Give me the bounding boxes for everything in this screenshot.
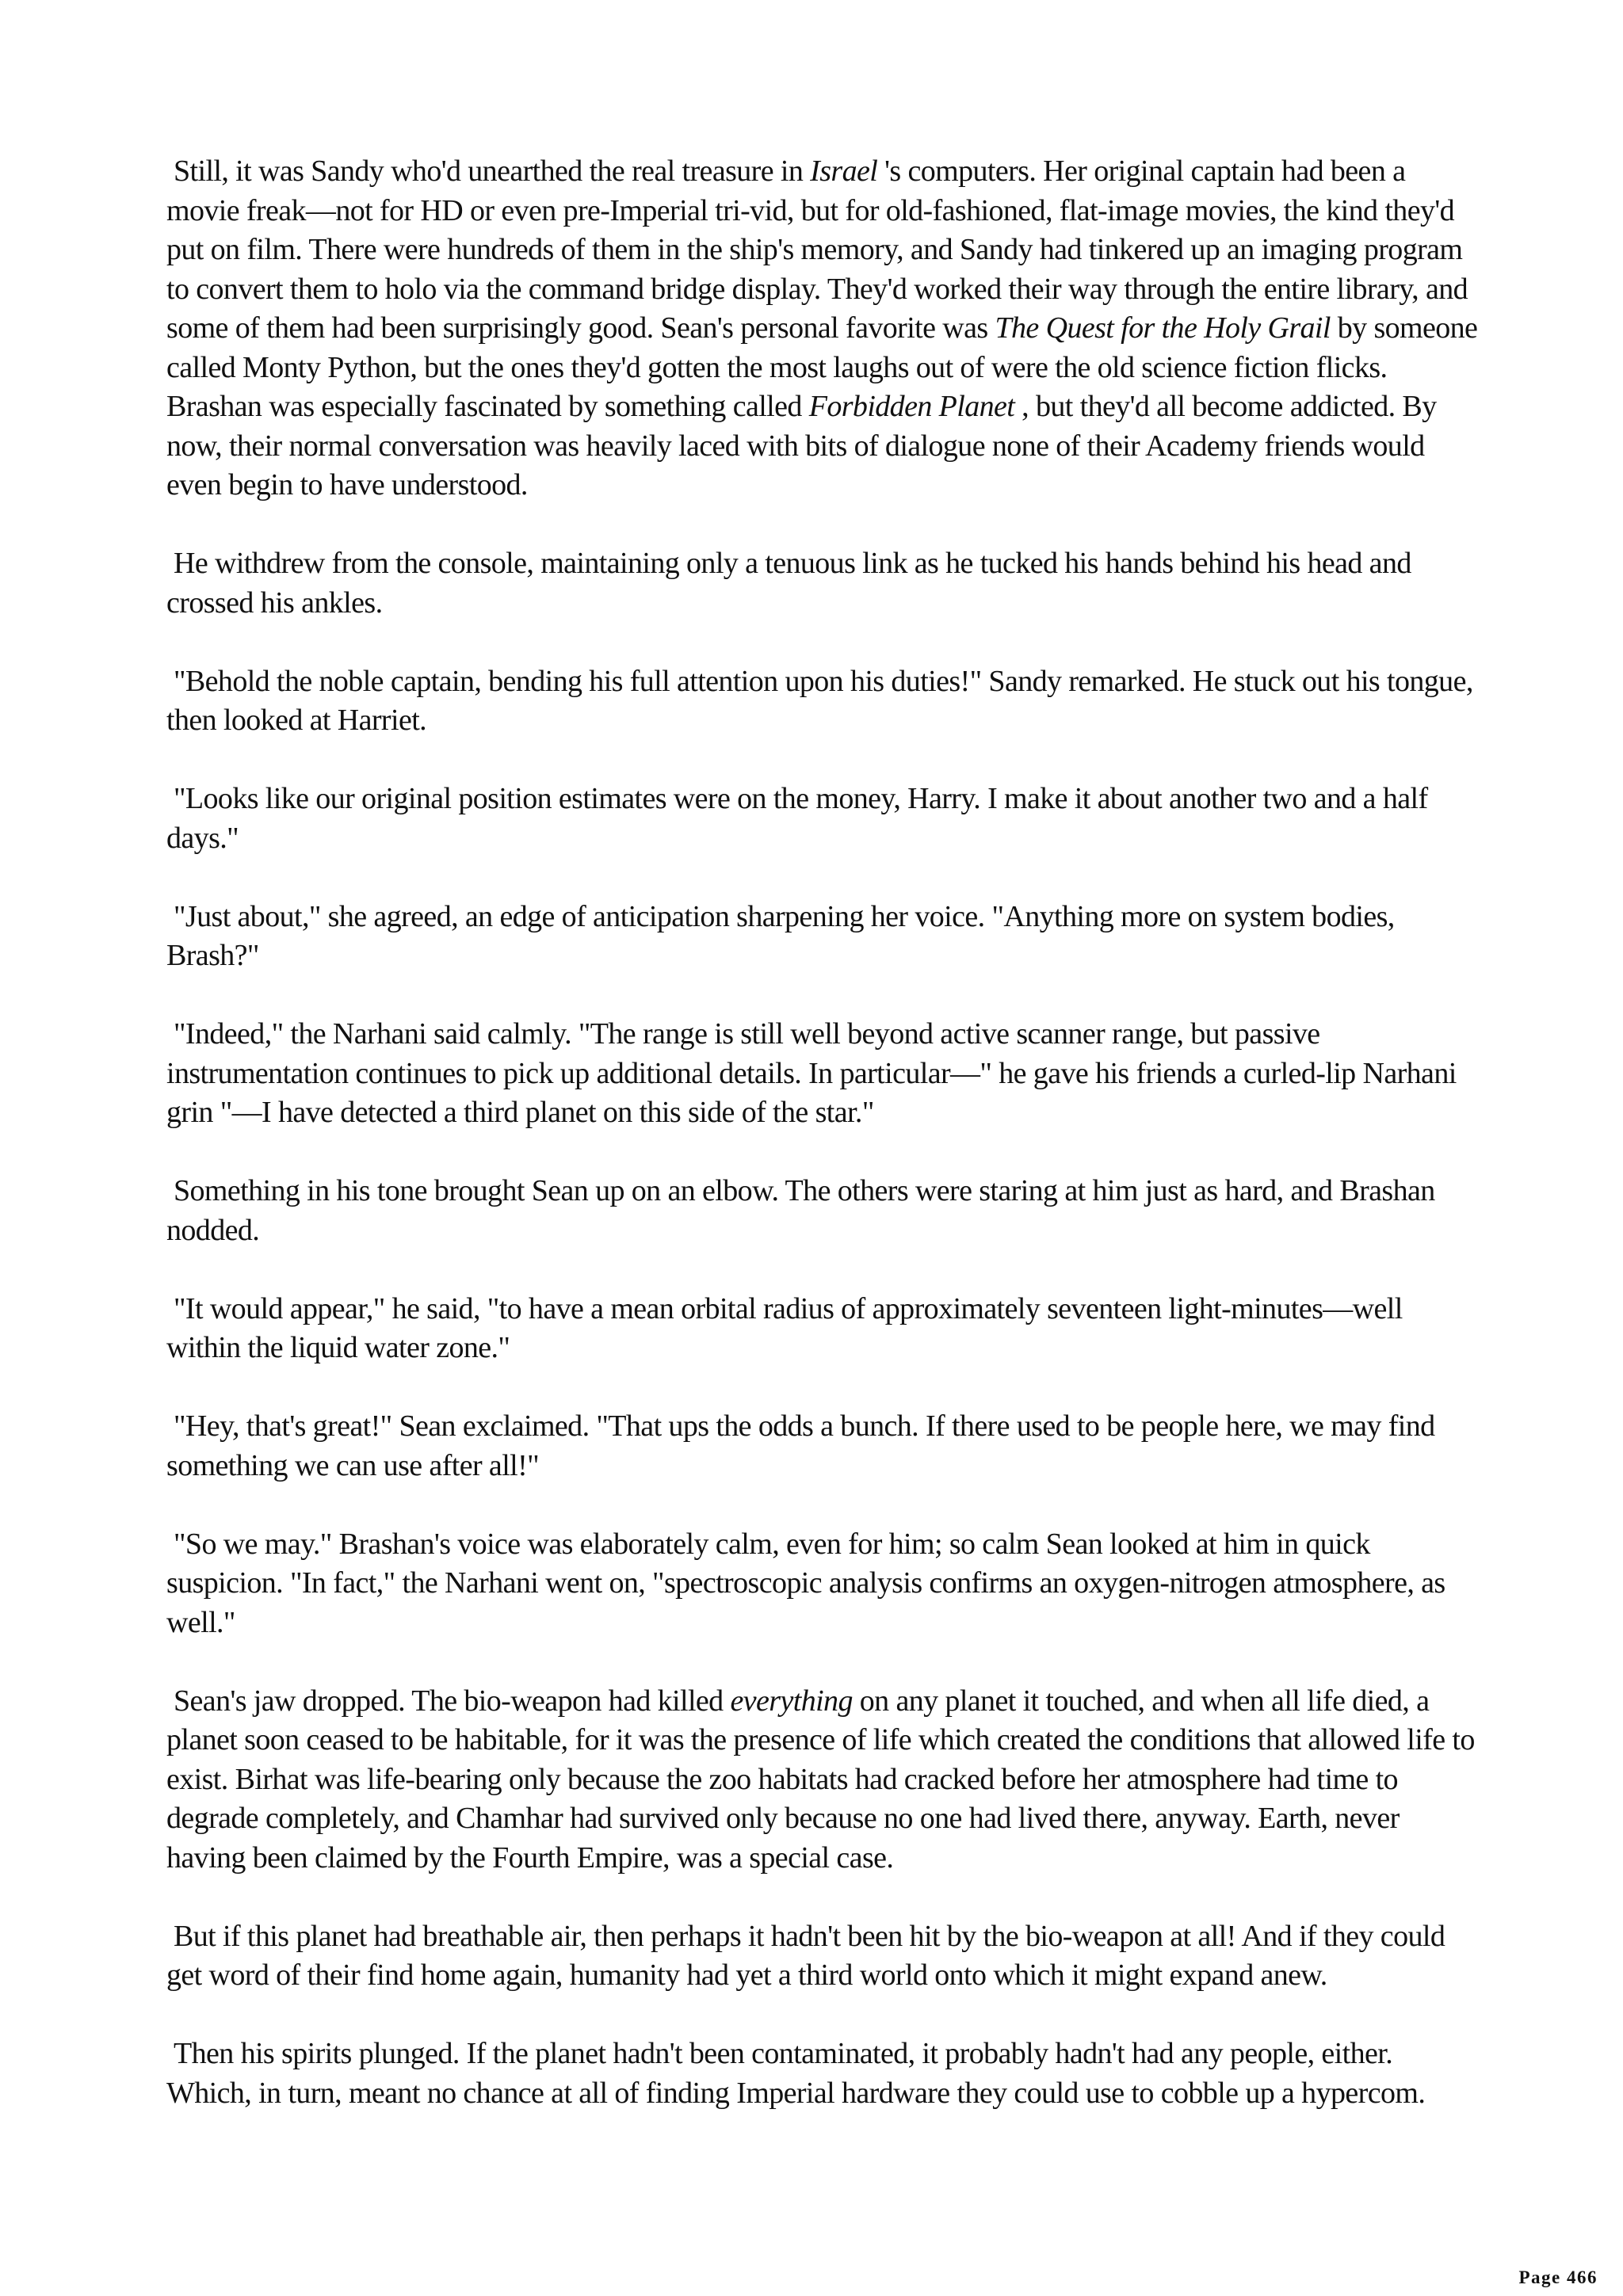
text-run: by someone called Monty Python, but the ones they'd gotten the most laughs out of were the old science fiction flicks. Brashan was especially fascinated by something called xyxy=(166,311,1478,423)
paragraph xyxy=(166,1015,1482,1133)
paragraph xyxy=(166,898,1482,976)
text-run: "Just about," she agreed, an edge of anticipation sharpening her voice. "Anything more on system bodies, Brash?" xyxy=(166,899,1395,972)
paragraph xyxy=(166,1407,1482,1486)
text-run: , but they'd all become addicted. By now, their normal conversation was heavily laced with bits of dialogue none of their Academy friends would even begin to have understood. xyxy=(166,390,1437,502)
text-run: Something in his tone brought Sean up on an elbow. The others were staring at him just as hard, and Brashan nodded. xyxy=(166,1174,1435,1247)
paragraph xyxy=(166,1917,1482,1996)
text-run: "Indeed," the Narhani said calmly. "The range is still well beyond active scanner range, but passive instrumentation continues to pick up additional details. In particular—" he gave his friends a curled-lip Narhani grin "—I have detected a third planet on this side of the star." xyxy=(166,1017,1457,1129)
paragraph xyxy=(166,1682,1482,1878)
body-text xyxy=(166,152,1482,2113)
paragraph xyxy=(166,152,1482,505)
paragraph xyxy=(166,780,1482,858)
page-number: Page 466 xyxy=(1518,2267,1598,2287)
italic-title-text: everything xyxy=(730,1684,853,1718)
text-run: Still, it was Sandy who'd unearthed the real treasure in xyxy=(174,154,811,188)
text-run: Then his spirits plunged. If the planet hadn't been contaminated, it probably hadn't had any people, either. Which, in turn, meant no chance at all of finding Imperial hardware they could use to cobble up a hypercom. xyxy=(166,2037,1426,2110)
paragraph xyxy=(166,662,1482,741)
italic-title-text: Israel xyxy=(810,154,878,188)
text-run: But if this planet had breathable air, then perhaps it hadn't been hit by the bio-weapon at all! And if they could get word of their find home again, humanity had yet a third world onto which it might expand anew. xyxy=(166,1919,1445,1992)
text-run: Sean's jaw dropped. The bio-weapon had killed xyxy=(174,1684,731,1718)
text-run: "Looks like our original position estimates were on the money, Harry. I make it about another two and a half days." xyxy=(166,782,1428,855)
paragraph xyxy=(166,544,1482,623)
text-run: "It would appear," he said, "to have a mean orbital radius of approximately seventeen light-minutes—well within the liquid water zone." xyxy=(166,1291,1403,1364)
text-run: "Behold the noble captain, bending his full attention upon his duties!" Sandy remarked. He stuck out his tongue, then looked at Harriet. xyxy=(166,664,1473,737)
text-run: He withdrew from the console, maintaining only a tenuous link as he tucked his hands behind his head and crossed his ankles. xyxy=(166,547,1411,620)
text-run: "Hey, that's great!" Sean exclaimed. "That ups the odds a bunch. If there used to be people here, we may find something we can use after all!" xyxy=(166,1409,1435,1482)
text-run: "So we may." Brashan's voice was elaborately calm, even for him; so calm Sean looked at him in quick suspicion. "In fact," the Narhani went on, "spectroscopic analysis confirms an oxygen-nitrogen atmosphere, as well." xyxy=(166,1527,1445,1639)
text-run: 's computers. Her original captain had been a movie freak—not for HD or even pre-Imperial tri-vid, but for old-fashioned, flat-image movies, the kind they'd put on film. There were hundreds of them in the ship's memory, and Sandy had tinkered up an imaging program to convert them to holo via the command bridge display. They'd worked their way through the entire library, and some of them had been surprisingly good. Sean's personal favorite was xyxy=(166,154,1468,345)
paragraph xyxy=(166,2035,1482,2113)
italic-title-text: Forbidden Planet xyxy=(808,390,1015,423)
text-run: on any planet it touched, and when all life died, a planet soon ceased to be habitable, for it was the presence of life which created the conditions that allowed life to exist. Birhat was life-bearing only because the zoo habitats had cracked before her atmosphere had time to degrade completely, and Chamhar had survived only because no one had lived there, anyway. Earth, never having been claimed by the Fourth Empire, was a special case. xyxy=(166,1684,1475,1875)
paragraph xyxy=(166,1290,1482,1368)
paragraph xyxy=(166,1172,1482,1250)
paragraph xyxy=(166,1525,1482,1643)
italic-title-text: The Quest for the Holy Grail xyxy=(995,311,1331,345)
